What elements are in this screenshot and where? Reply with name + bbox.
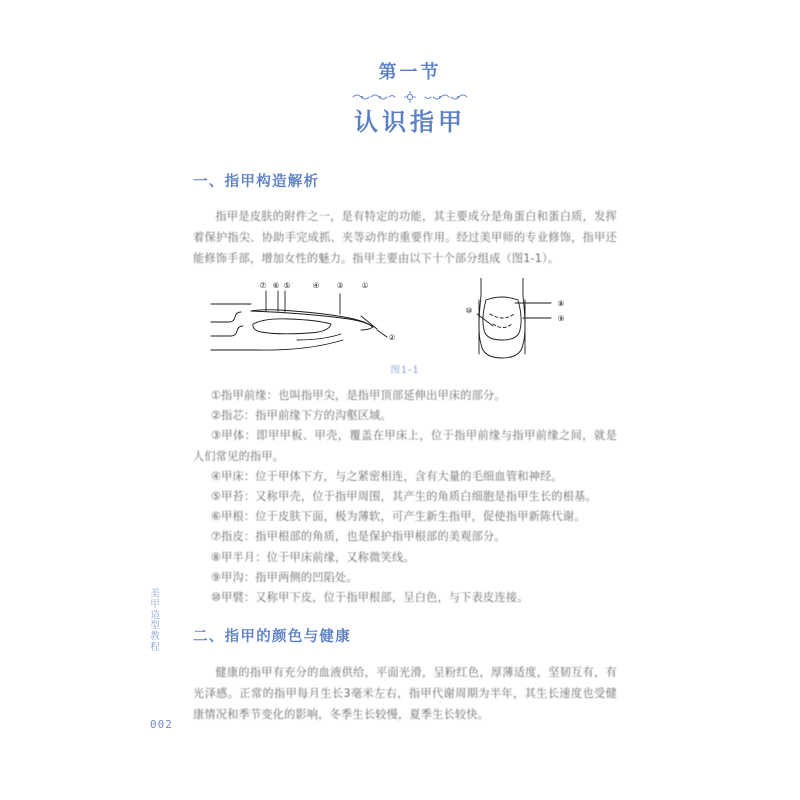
section-heading-1: 一、指甲构造解析 xyxy=(193,174,320,190)
list-item: ④甲床：位于甲体下方，与之紧密相连，含有大量的毛细血管和神经。 xyxy=(210,469,563,483)
section-heading-2: 二、指甲的颜色与健康 xyxy=(193,629,351,645)
svg-text:①: ① xyxy=(361,281,369,290)
svg-text:④: ④ xyxy=(312,281,320,290)
nail-color-paragraph xyxy=(193,662,617,725)
nail-color-paragraph-text: 健康的指甲有充分的血液供给，平面光滑，呈粉红色，厚薄适度，坚韧互有，有光泽感。正常的指甲每月生长3毫米左右，指甲代谢周期为半年，其生长速度也受健康情况和季节变化的影响，冬季生长较慢，夏季生长较快。 xyxy=(193,666,617,721)
list-item: ⑩甲襞：又称甲下皮，位于指甲根部，呈白色，与下表皮连接。 xyxy=(210,591,529,605)
list-item: ②指芯：指甲前缘下方的沟壑区域。 xyxy=(210,409,392,423)
page-margin-column xyxy=(148,588,182,748)
figure-nail-anatomy xyxy=(193,278,617,382)
page-number: 002 xyxy=(150,718,173,731)
running-head: 美甲造型教程 xyxy=(147,588,159,653)
svg-text:⑨: ⑨ xyxy=(557,314,565,323)
ornament-divider-icon xyxy=(200,89,620,105)
intro-paragraph xyxy=(193,206,617,269)
svg-text:③: ③ xyxy=(336,281,344,290)
nail-anatomy-diagram xyxy=(193,278,617,362)
list-item: ①指甲前缘：也叫指甲尖，是指甲顶部延伸出甲床的部分。 xyxy=(210,389,506,402)
svg-text:⑧: ⑧ xyxy=(557,299,565,308)
section-number: 第一节 xyxy=(378,62,442,83)
figure-caption: 图1-1 xyxy=(390,365,420,376)
list-item: ⑧甲半月：位于甲床前缘，又称微笑线。 xyxy=(210,550,415,564)
list-item: ⑤甲苔：又称甲壳，位于指甲周围，其产生的角质白细胞是指甲生长的根基。 xyxy=(210,490,597,504)
chapter-header xyxy=(200,62,620,137)
list-item: ③甲体：即甲甲板、甲壳，覆盖在甲床上，位于指甲前缘与指甲前缘之间，就是人们常见的指甲。 xyxy=(193,429,617,463)
chapter-title: 认识指甲 xyxy=(354,107,466,136)
nail-parts-list xyxy=(193,386,617,608)
list-item: ⑥甲根：位于皮肤下面，极为薄软，可产生新生指甲，促使指甲新陈代谢。 xyxy=(210,510,586,524)
svg-text:⑥: ⑥ xyxy=(272,281,280,290)
svg-text:②: ② xyxy=(388,333,396,342)
svg-text:⑩: ⑩ xyxy=(465,306,473,315)
list-item: ⑦指皮：指甲根部的角质，也是保护指甲根部的美观部分。 xyxy=(210,530,506,544)
svg-text:⑤: ⑤ xyxy=(283,281,291,290)
intro-paragraph-text: 指甲是皮肤的附件之一，是有特定的功能，其主要成分是角蛋白和蛋白质，发挥着保护指尖、协助手完成抓、夹等动作的重要作用。经过美甲师的专业修饰，指甲还能修饰手部，增加女性的魅力。指甲主要由以下十个部分组成（图1-1）。 xyxy=(193,210,617,265)
svg-text:⑦: ⑦ xyxy=(259,281,267,290)
list-item: ⑨甲沟：指甲两侧的凹陷处。 xyxy=(210,570,358,584)
